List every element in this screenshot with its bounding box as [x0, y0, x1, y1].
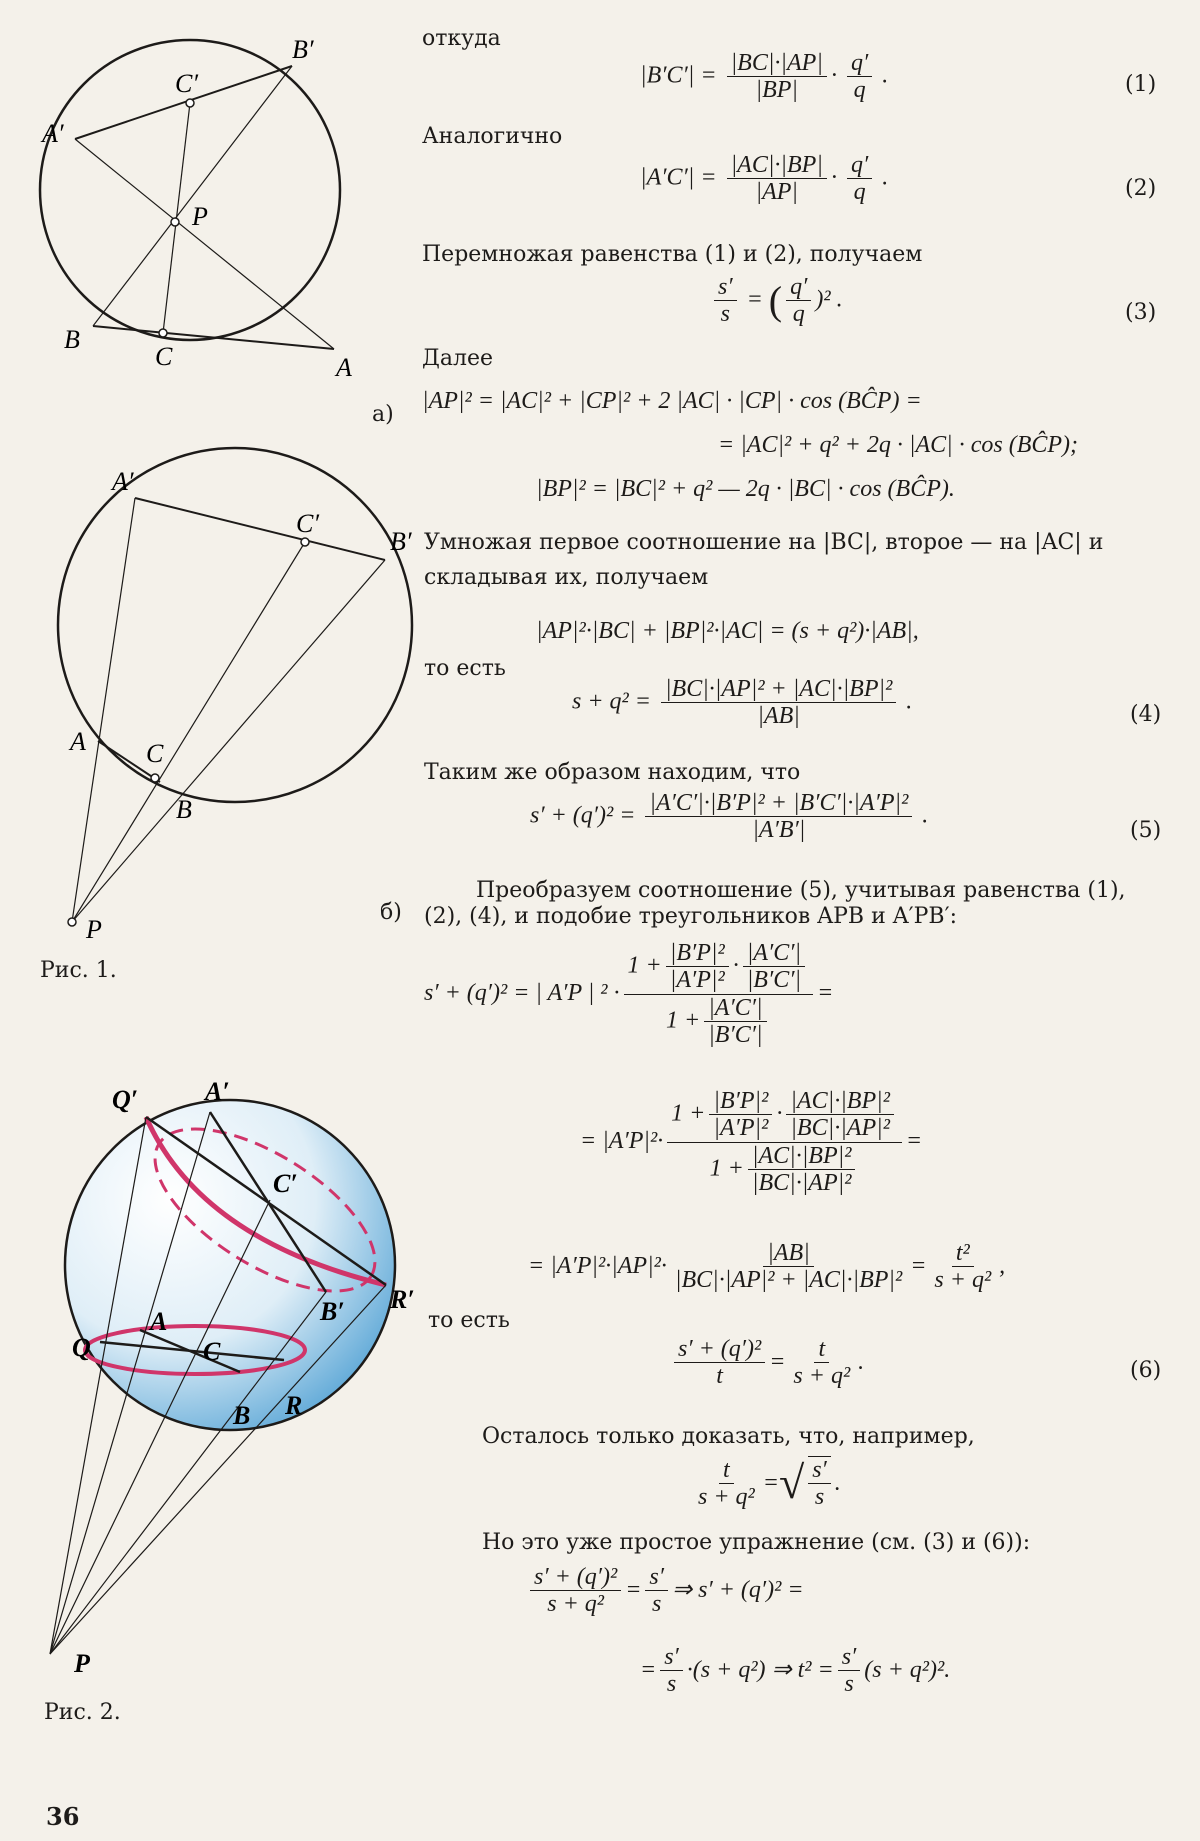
eqA-d1: |A′P|² [669, 967, 725, 994]
equation-1: |B′C′| = $\frac{|BC|\cdot|AP|}{|BP|}$ · $\frac{q'}{q}$ . [640, 50, 889, 104]
eqA-end: = [817, 980, 834, 1007]
eqA-d2: |B′C′| [746, 967, 802, 994]
eqB-n2: |AC|·|BP|² [786, 1088, 894, 1115]
text-preobrazuem-2: (2), (4), и подобие треугольников APB и A′PB′: [424, 904, 957, 929]
eq6-eq: = [769, 1349, 786, 1376]
eqF1-den2: s [652, 1591, 662, 1618]
eqA-top-one: 1 + [627, 952, 662, 979]
page-number: 36 [46, 1802, 80, 1831]
eqB-f2 [786, 1088, 894, 1142]
fig2-label-B: B [233, 1401, 251, 1430]
fig1b-label-Ap: A′ [112, 467, 134, 496]
eqS-snum: s′ [808, 1457, 831, 1484]
eqS-end: . [834, 1469, 841, 1496]
eqB-frac [667, 1088, 902, 1197]
fig1a-chord-BA [93, 326, 334, 349]
eq1-lhs: |B′C′| = [640, 62, 717, 89]
eqF1-frac2 [645, 1564, 668, 1618]
fig1b-label-B: B [176, 795, 192, 824]
fig1b-point-Cp [301, 538, 309, 546]
eqA-top [624, 940, 814, 995]
fig1b-line-PAp [72, 498, 135, 922]
equation-chain-a [424, 940, 833, 1049]
fig2-label-Cp: C′ [273, 1169, 298, 1198]
eqB-f1 [709, 1088, 772, 1142]
eq2-frac [727, 152, 827, 206]
eq5-tag: (5) [1130, 818, 1162, 843]
eqC-lhs: = |A′P|²·|AP|²· [528, 1253, 667, 1280]
fig1b-line-PBp [72, 560, 385, 922]
figure-1b [0, 450, 420, 950]
text-dalee: Далее [422, 346, 494, 371]
fig2-sphere [65, 1100, 395, 1430]
eq1-tnum: q′ [847, 50, 872, 77]
eqB-top-one: 1 + [671, 1100, 706, 1127]
eq3-iden: q [792, 301, 805, 328]
figure-2 [0, 1060, 430, 1678]
eqF2-den: s [666, 1671, 677, 1698]
eqF2-pre: = [640, 1657, 657, 1684]
eq6-num2: t [814, 1336, 829, 1363]
fig1a-line-ApA [75, 139, 334, 349]
fig1b-label-Cp: C′ [296, 509, 320, 538]
fig1a-point-P [171, 218, 179, 226]
eq4-num: |BC|·|AP|² + |AC|·|BP|² [661, 676, 896, 703]
fig2-label-Rp: R′ [390, 1285, 415, 1314]
equation-4 [572, 676, 912, 730]
eqA-f3 [704, 995, 766, 1049]
eq6-tag: (6) [1130, 1358, 1162, 1383]
eqB-lhs: = |A′P|²· [580, 1128, 664, 1155]
eqB-end: = [905, 1128, 923, 1155]
eqA-lhs: s′ + (q′)² = | A′P | ² · [424, 980, 620, 1007]
eqF1-frac1 [530, 1564, 621, 1618]
eq6-num1: s′ + (q′)² [674, 1336, 765, 1363]
eqC-eq: = [910, 1253, 927, 1280]
fig2-label-C: C [203, 1337, 221, 1366]
eqA-n1: |B′P|² [666, 940, 729, 967]
sub-label-b: б) [380, 900, 402, 925]
eq4-lhs: s + q² = [572, 688, 651, 715]
eqF2-mid: ·(s + q²) ⇒ t² = [686, 1657, 834, 1684]
text-umnozhaya-1: Умножая первое соотношение на |BC|, второе — на |AC| и [424, 530, 1104, 555]
text-ostalos: Осталось только доказать, что, например, [482, 1424, 975, 1449]
eq3-eq: = [746, 286, 763, 313]
equation-chain-b [580, 1088, 922, 1197]
eq3-den: s [720, 301, 730, 328]
fig1a-point-Cp [186, 99, 194, 107]
equation-chain-c [528, 1240, 1005, 1294]
text-no-eto: Но это уже простое упражнение (см. (3) и (6)): [482, 1530, 1031, 1555]
eq1-frac2 [847, 50, 872, 104]
eq3-num: s′ [714, 274, 737, 301]
eq5-den: |A′B′| [752, 817, 806, 844]
eq1-frac [727, 50, 827, 104]
eq4-tag: (4) [1130, 702, 1162, 727]
eq2-tag: (2) [1125, 176, 1157, 201]
eqS-num: t [719, 1457, 734, 1484]
eqC-end: , [999, 1253, 1006, 1280]
eq2-end: . [882, 164, 889, 191]
text-to-est-1: то есть [424, 656, 506, 681]
eqS-eq: = [762, 1469, 779, 1496]
eqF2-num: s′ [660, 1644, 683, 1671]
eqB-bot-one: 1 + [709, 1155, 744, 1182]
eqC-frac2 [930, 1240, 995, 1294]
fig1a-label-Cp: C′ [175, 69, 199, 98]
fig1a-label-B: B [64, 325, 80, 354]
eq2-num: |AC|·|BP| [727, 152, 827, 179]
eq4-frac [661, 676, 896, 730]
fig1a-label-Bp: B′ [292, 35, 314, 64]
eqF2-den2: s [844, 1671, 854, 1698]
eqF1-eq: = [625, 1577, 642, 1604]
eqF2-frac2 [838, 1644, 861, 1698]
eq6-frac1 [674, 1336, 765, 1390]
eq3-open: ( [768, 277, 783, 323]
text-preobrazuem-1: Преобразуем соотношение (5), учитывая равенства (1), [476, 878, 1126, 903]
eq1-tden: q [853, 77, 866, 104]
fig1b-label-Bp: B′ [390, 527, 412, 556]
eq1-end: . [882, 62, 889, 89]
fig1b-point-C [151, 774, 159, 782]
eq1-num: |BC|·|AP| [727, 50, 827, 77]
eqF2-num2: s′ [838, 1644, 861, 1671]
text-otkuda: откуда [422, 26, 501, 51]
eq1-tag: (1) [1125, 72, 1157, 97]
eqB-f3 [748, 1143, 856, 1197]
eqA-frac [624, 940, 814, 1049]
eqS-frac [694, 1457, 759, 1511]
text-analogichno: Аналогично [422, 124, 563, 149]
eq6-den2: s + q² [793, 1363, 851, 1390]
eqS-frac2 [808, 1456, 831, 1511]
eq6-frac2 [789, 1336, 854, 1390]
fig1b-chord-ApBp [135, 498, 385, 560]
eqA-n3: |A′C′| [704, 995, 766, 1022]
equation-final-2 [640, 1644, 950, 1698]
eqC-num: |AB| [763, 1240, 814, 1267]
caption-fig1: Рис. 1. [40, 958, 117, 983]
sub-label-a: а) [372, 402, 394, 427]
eq5-frac [645, 790, 912, 844]
fig1b-label-A: A [70, 727, 86, 756]
eq2-tden: q [853, 179, 866, 206]
fig1a-point-C [159, 329, 167, 337]
eqA-bot [662, 995, 775, 1049]
equation-ap-sq: |AP|² = |AC|² + |CP|² + 2 |AC| · |CP| · cos (BĈP) = [422, 388, 922, 414]
eqS-sqrt: √ [778, 1456, 805, 1508]
eq5-lhs: s′ + (q′)² = [530, 802, 636, 829]
fig1b-label-C: C [146, 739, 164, 768]
equation-sqrt [690, 1456, 841, 1511]
equation-2: |A′C′| = $\frac{|AC|\cdot|BP|}{|AP|}$ · $\frac{q'}{q}$ . [640, 152, 889, 206]
eqB-n3: |AC|·|BP|² [748, 1143, 856, 1170]
eqF1-num2: s′ [645, 1564, 668, 1591]
eqB-n1: |B′P|² [709, 1088, 772, 1115]
eqF1-den1: s + q² [547, 1591, 604, 1618]
eqC-rden: s + q² [934, 1267, 992, 1294]
eq2-lhs: |A′C′| = [640, 164, 717, 191]
eqB-top [667, 1088, 902, 1143]
text-takim: Таким же образом находим, что [424, 760, 801, 785]
eqF1-tail: ⇒ s′ + (q′)² = [672, 1577, 804, 1604]
fig1b-line-PCp [72, 542, 305, 922]
fig1b-label-P: P [86, 915, 102, 944]
eqC-rnum: t² [952, 1240, 974, 1267]
eqS-den: s + q² [698, 1483, 755, 1510]
eqA-bot-one: 1 + [666, 1007, 701, 1034]
equation-6 [670, 1336, 864, 1390]
eqF2-frac1 [660, 1644, 683, 1698]
fig2-label-Bp: B′ [320, 1297, 345, 1326]
equation-5 [530, 790, 928, 844]
equation-3 [710, 274, 843, 328]
equation-sum: |AP|²·|BC| + |BP|²·|AC| = (s + q²)·|AB|, [536, 618, 919, 644]
figure-1a [0, 0, 420, 400]
eq4-den: |AB| [757, 703, 800, 730]
eq3-frac [714, 274, 737, 328]
eq4-end: . [906, 688, 913, 715]
equation-bp-sq: |BP|² = |BC|² + q² — 2q · |BC| · cos (BĈP). [536, 476, 955, 502]
equation-ap-sq-cont: = |AC|² + q² + 2q · |AC| · cos (BĈP); [718, 432, 1078, 458]
eq2-tnum: q′ [847, 152, 872, 179]
eq1-den: |BP| [755, 77, 799, 104]
eqA-f1 [666, 940, 729, 994]
eq6-end: . [858, 1349, 865, 1376]
eqA-n2: |A′C′| [743, 940, 805, 967]
eq3-end: )² . [815, 286, 843, 313]
equation-final-1 [526, 1564, 804, 1618]
fig2-label-Q: Q [72, 1333, 91, 1362]
text-to-est-2: то есть [428, 1308, 510, 1333]
eqB-d3: |BC|·|AP|² [751, 1170, 852, 1197]
fig1a-label-Ap: A′ [42, 119, 64, 148]
fig1a-label-A: A [336, 353, 352, 382]
eq5-num: |A′C′|·|B′P|² + |B′C′|·|A′P|² [645, 790, 912, 817]
eqF2-tail: (s + q²)². [864, 1657, 951, 1684]
eqC-den: |BC|·|AP|² + |AC|·|BP|² [674, 1267, 903, 1294]
fig2-label-Ap: A′ [205, 1077, 230, 1106]
eqB-d2: |BC|·|AP|² [790, 1115, 890, 1142]
fig2-label-P: P [74, 1649, 90, 1678]
caption-fig2: Рис. 2. [44, 1700, 121, 1725]
eq2-den: |AP| [755, 179, 799, 206]
eqB-d1: |A′P|² [713, 1115, 769, 1142]
eq2-frac2 [847, 152, 872, 206]
eq5-end: . [922, 802, 929, 829]
eqB-bot [706, 1143, 864, 1197]
eqF1-num1: s′ + (q′)² [530, 1564, 621, 1591]
text-umnozhaya-2: складывая их, получаем [424, 565, 709, 590]
text-peremnozhaya: Перемножая равенства (1) и (2), получаем [422, 242, 923, 267]
fig1a-label-C: C [155, 342, 173, 371]
fig2-label-R: R [285, 1391, 303, 1420]
fig2-label-A: A [150, 1307, 168, 1336]
eqB-dot: · [776, 1100, 783, 1127]
eqA-dot: · [732, 952, 739, 979]
eqS-sden: s [814, 1484, 825, 1511]
eqA-d3: |B′C′| [708, 1022, 763, 1049]
eqA-f2 [743, 940, 805, 994]
fig1b-point-P [68, 918, 76, 926]
eqC-frac [671, 1240, 906, 1294]
eq3-tag: (3) [1125, 300, 1157, 325]
fig1a-label-P: P [192, 202, 208, 231]
eq6-den1: t [716, 1363, 723, 1390]
fig2-label-Qp: Q′ [112, 1085, 139, 1114]
eq3-inner [786, 274, 811, 328]
eq3-inum: q′ [786, 274, 811, 301]
